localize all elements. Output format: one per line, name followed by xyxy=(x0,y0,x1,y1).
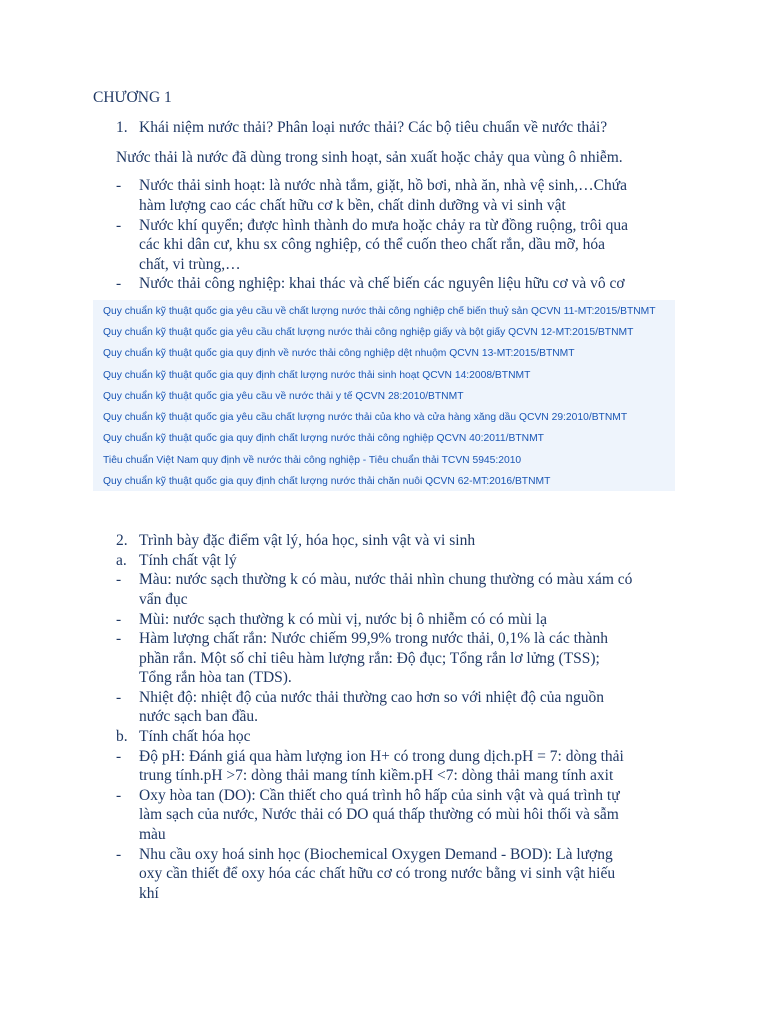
standard-link[interactable]: Quy chuẩn kỹ thuật quốc gia yêu cầu về nước thải y tế QCVN 28:2010/BTNMT xyxy=(103,391,464,402)
list-item-line: Tổng rắn hòa tan (TDS). xyxy=(139,669,292,686)
bullet-dash: - xyxy=(116,217,122,234)
list-item-line: nước sạch ban đầu. xyxy=(139,708,259,725)
section-1-heading: Khái niệm nước thải? Phân loại nước thải? Các bộ tiêu chuẩn về nước thải? xyxy=(139,119,608,136)
list-item-line: làm sạch của nước, Nước thải có DO quá thấp thường có mùi hôi thối và sẫm xyxy=(139,806,619,823)
bullet-dash: - xyxy=(116,177,122,194)
list-item-line: Nước thải công nghiệp: khai thác và chế biến các nguyên liệu hữu cơ và vô cơ xyxy=(139,275,625,292)
standard-link[interactable]: Quy chuẩn kỹ thuật quốc gia yêu cầu chất lượng nước thải của kho và cửa hàng xăng dầu QCVN 29:2010/BTNMT xyxy=(103,412,628,423)
list-item-line: Nhiệt độ: nhiệt độ của nước thải thường cao hơn so với nhiệt độ của nguồn xyxy=(139,689,604,706)
standard-link[interactable]: Quy chuẩn kỹ thuật quốc gia yêu cầu chất lượng nước thải công nghiệp giấy và bột giấy QCVN 12-MT:2015/BTNMT xyxy=(103,327,634,338)
list-item-line: Nước thải sinh hoạt: là nước nhà tắm, giặt, hồ bơi, nhà ăn, nhà vệ sinh,…Chứa xyxy=(139,177,628,194)
section-2-heading: Trình bày đặc điểm vật lý, hóa học, sinh vật và vi sinh xyxy=(139,532,476,549)
list-item-line: Nước khí quyển; được hình thành do mưa hoặc chảy ra từ đồng ruộng, trôi qua xyxy=(139,217,629,234)
standard-link[interactable]: Quy chuẩn kỹ thuật quốc gia quy định chất lượng nước thải chăn nuôi QCVN 62-MT:2016/BTNMT xyxy=(103,476,551,487)
bullet-dash: - xyxy=(116,846,122,863)
bullet-dash: - xyxy=(116,275,122,292)
standard-link[interactable]: Quy chuẩn kỹ thuật quốc gia quy định chất lượng nước thải sinh hoạt QCVN 14:2008/BTNMT xyxy=(103,370,531,381)
subsection-b-heading: Tính chất hóa học xyxy=(139,728,251,745)
standards-link-list xyxy=(93,300,675,491)
list-item-line: vẩn đục xyxy=(139,591,188,608)
standard-link[interactable]: Quy chuẩn kỹ thuật quốc gia quy định chất lượng nước thải công nghiệp QCVN 40:2011/BTNMT xyxy=(103,433,544,444)
standard-link[interactable]: Tiêu chuẩn Việt Nam quy định về nước thải công nghiệp - Tiêu chuẩn thải TCVN 5945:2010 xyxy=(103,455,522,466)
subsection-a-label: a. xyxy=(116,552,127,569)
section-1-number: 1. xyxy=(116,119,128,136)
list-item-line: khí xyxy=(139,885,159,902)
bullet-dash: - xyxy=(116,630,122,647)
bullet-dash: - xyxy=(116,787,122,804)
list-item-line: màu xyxy=(139,826,166,843)
list-item-line: Màu: nước sạch thường k có màu, nước thải nhìn chung thường có màu xám có xyxy=(139,571,633,588)
wastewater-definition: Nước thải là nước đã dùng trong sinh hoạt, sản xuất hoặc chảy qua vùng ô nhiễm. xyxy=(116,149,623,166)
subsection-a-heading: Tính chất vật lý xyxy=(139,552,237,569)
bullet-dash: - xyxy=(116,689,122,706)
subsection-b-label: b. xyxy=(116,728,128,745)
list-item-line: hàm lượng cao các chất hữu cơ k bền, chất dinh dưỡng và vi sinh vật xyxy=(139,197,566,214)
standard-link[interactable]: Quy chuẩn kỹ thuật quốc gia quy định về nước thải công nghiệp dệt nhuộm QCVN 13-MT:2015/BTNMT xyxy=(103,348,575,359)
section-2-number: 2. xyxy=(116,532,128,549)
chapter-title: CHƯƠNG 1 xyxy=(93,89,172,106)
standard-link[interactable]: Quy chuẩn kỹ thuật quốc gia yêu cầu về chất lượng nước thải công nghiệp chế biến thuỷ sản QCVN 11-MT:2015/BTNMT xyxy=(103,306,656,317)
list-item-line: Oxy hòa tan (DO): Cần thiết cho quá trình hô hấp của sinh vật và quá trình tự xyxy=(139,787,620,804)
list-item-line: Độ pH: Đánh giá qua hàm lượng ion H+ có trong dung dịch.pH = 7: dòng thải xyxy=(139,748,624,765)
list-item-line: chất, vi trùng,… xyxy=(139,256,241,273)
list-item-line: Hàm lượng chất rắn: Nước chiếm 99,9% trong nước thải, 0,1% là các thành xyxy=(139,630,609,647)
list-item-line: Nhu cầu oxy hoá sinh học (Biochemical Oxygen Demand - BOD): Là lượng xyxy=(139,846,613,863)
list-item-line: oxy cần thiết để oxy hóa các chất hữu cơ có trong nước bằng vi sinh vật hiếu xyxy=(139,865,616,882)
list-item-line: các khi dân cư, khu sx công nghiệp, có thể cuốn theo chất rắn, dầu mỡ, hóa xyxy=(139,236,605,253)
bullet-dash: - xyxy=(116,748,122,765)
bullet-dash: - xyxy=(116,571,122,588)
list-item-line: trung tính.pH >7: dòng thải mang tính kiềm.pH <7: dòng thải mang tính axit xyxy=(139,767,614,784)
list-item-line: Mùi: nước sạch thường k có mùi vị, nước bị ô nhiễm có có mùi lạ xyxy=(139,611,547,628)
bullet-dash: - xyxy=(116,611,122,628)
list-item-line: phần rắn. Một số chỉ tiêu hàm lượng rắn: Độ đục; Tổng rắn lơ lửng (TSS); xyxy=(139,650,600,667)
